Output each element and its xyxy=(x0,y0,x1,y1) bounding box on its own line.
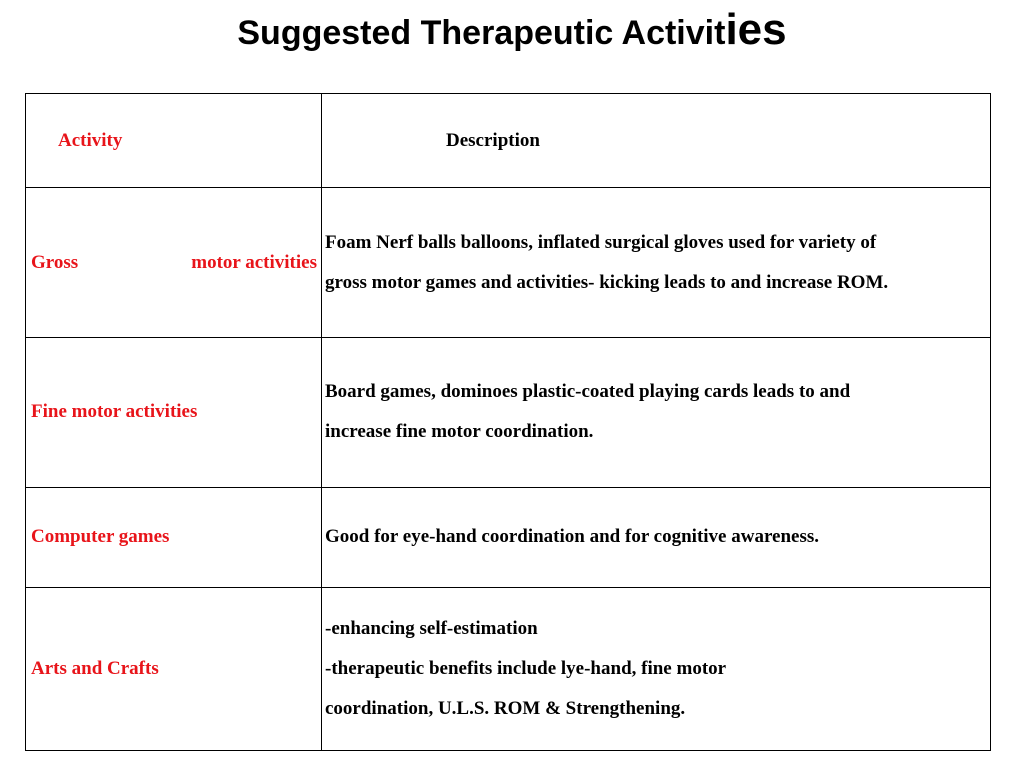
table-header-row xyxy=(26,94,991,188)
table-row xyxy=(26,338,991,488)
table-row xyxy=(26,588,991,751)
activity-cell: Computer games xyxy=(26,487,322,587)
header-description: Description xyxy=(322,94,991,188)
description-cell xyxy=(322,338,991,488)
table-row xyxy=(26,188,991,338)
description-line: increase fine motor coordination. xyxy=(325,421,594,443)
description-line: Board games, dominoes plastic-coated playing cards leads to and xyxy=(325,381,851,403)
activity-cell: Fine motor activities xyxy=(26,338,322,488)
activities-table xyxy=(25,93,991,751)
description-line: Foam Nerf balls balloons, inflated surgical gloves used for variety of xyxy=(325,231,877,253)
description-cell xyxy=(322,588,991,751)
activity-cell xyxy=(26,188,322,338)
title-main: Suggested Therapeutic Activit xyxy=(237,14,726,52)
activity-label-part: motor activities xyxy=(191,251,317,273)
activity-cell: Arts and Crafts xyxy=(26,588,322,751)
activity-label-part: Gross xyxy=(31,251,79,273)
description-line: -enhancing self-estimation xyxy=(325,618,538,640)
description-line: Good for eye-hand coordination and for cognitive awareness. xyxy=(325,526,820,548)
description-line: gross motor games and activities- kicking leads to and increase ROM. xyxy=(325,271,889,293)
description-cell xyxy=(322,188,991,338)
table-row xyxy=(26,487,991,587)
page-title xyxy=(0,4,1024,59)
activity-gross-motor xyxy=(31,252,321,274)
description-line: coordination, U.L.S. ROM & Strengthening. xyxy=(325,698,686,720)
title-tail: ies xyxy=(725,5,787,54)
header-activity: Activity xyxy=(26,94,322,188)
description-cell xyxy=(322,487,991,587)
description-line: -therapeutic benefits include lye-hand, fine motor xyxy=(325,658,727,680)
